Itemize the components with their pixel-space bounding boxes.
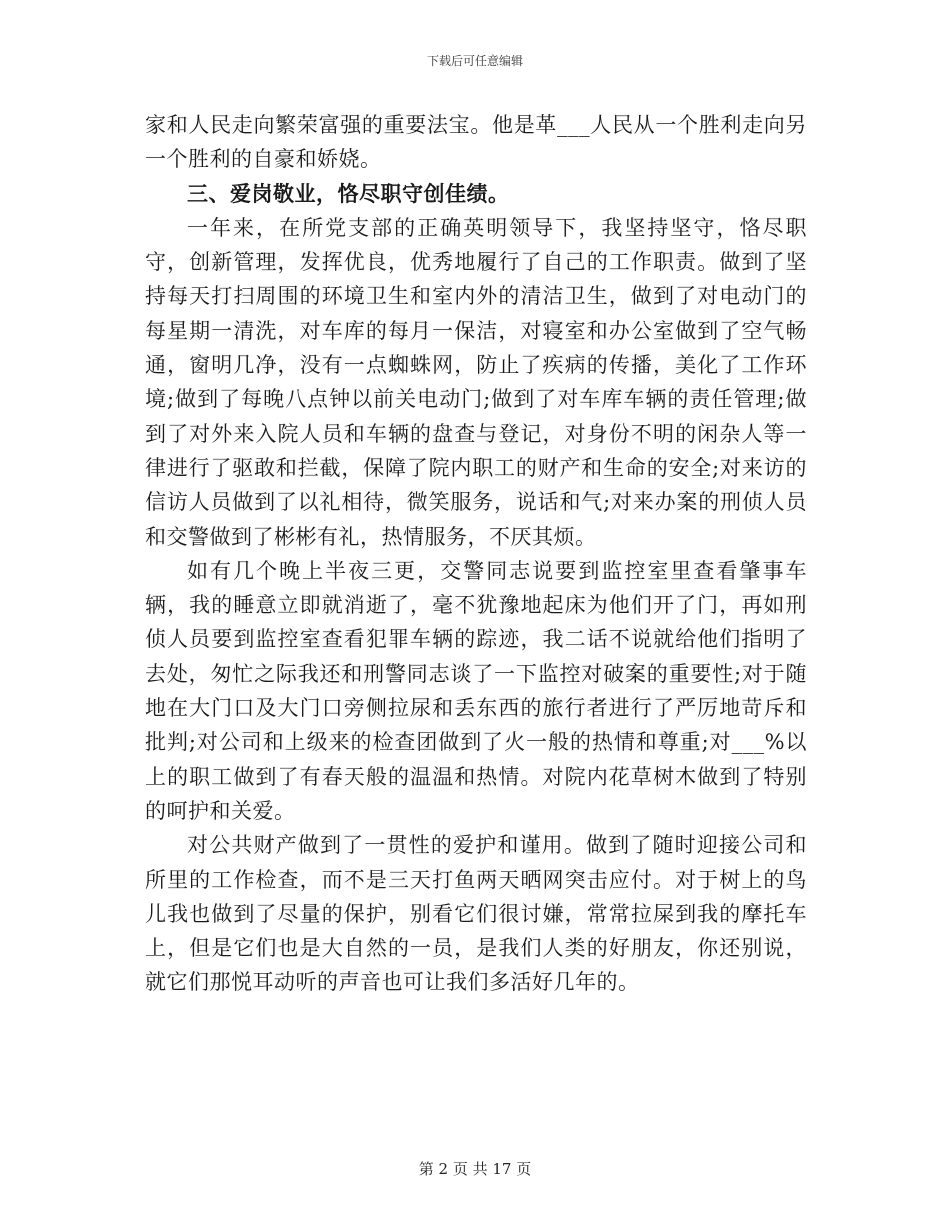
paragraph: 如有几个晚上半夜三更，交警同志说要到监控室里查看肇事车辆，我的睡意立即就消逝了，毫不犹豫地起床为他们开了门，再如刑侦人员要到监控室查看犯罪车辆的踪迹，我二话不说就给他们指明了去处，匆忙之际我还和刑警同志谈了一下监控对破案的重要性;对于随地在大门口及大门口旁侧拉尿和丢东西的旅行者进行了严厉地苛斥和批判;对公司和上级来的检查团做到了火一般的热情和尊重;对___%以上的职工做到了有春天般的温温和热情。对院内花草树木做到了特别的呵护和关爱。 — [145, 558, 807, 823]
section-heading: 三、爱岗敬业，恪尽职守创佳绩。 — [187, 180, 510, 206]
page-header-note: 下载后可任意编辑 — [426, 54, 523, 68]
document-body — [145, 108, 807, 1000]
paragraph: 一年来，在所党支部的正确英明领导下，我坚持坚守，恪尽职守，创新管理，发挥优良，优秀地履行了自己的工作职责。做到了坚持每天打扫周围的环境卫生和室内外的清洁卫生，做到了对电动门的每星期一清洗，对车库的每月一保洁，对寝室和办公室做到了空气畅通，窗明几净，没有一点蜘蛛网，防止了疾病的传播，美化了工作环境;做到了每晚八点钟以前关电动门;做到了对车库车辆的责任管理;做到了对外来入院人员和车辆的盘查与登记，对身份不明的闲杂人等一律进行了驱敢和拦截，保障了院内职工的财产和生命的安全;对来访的信访人员做到了以礼相待，微笑服务，说话和气;对来办案的刑侦人员和交警做到了彬彬有礼，热情服务，不厌其烦。 — [145, 215, 807, 549]
page-number-footer: 第 2 页 共 17 页 — [418, 1160, 532, 1178]
paragraph: 对公共财产做到了一贯性的爱护和谨用。做到了随时迎接公司和所里的工作检查，而不是三天打鱼两天晒网突击应付。对于树上的鸟儿我也做到了尽量的保护，别看它们很讨嫌，常常拉屎到我的摩托车上，但是它们也是大自然的一员，是我们人类的好朋友，你还别说，就它们那悦耳动听的声音也可让我们多活好几年的。 — [145, 833, 807, 995]
paragraph-continuation: 家和人民走向繁荣富强的重要法宝。他是革___人民从一个胜利走向另一个胜利的自豪和娇娆。 — [145, 113, 807, 172]
